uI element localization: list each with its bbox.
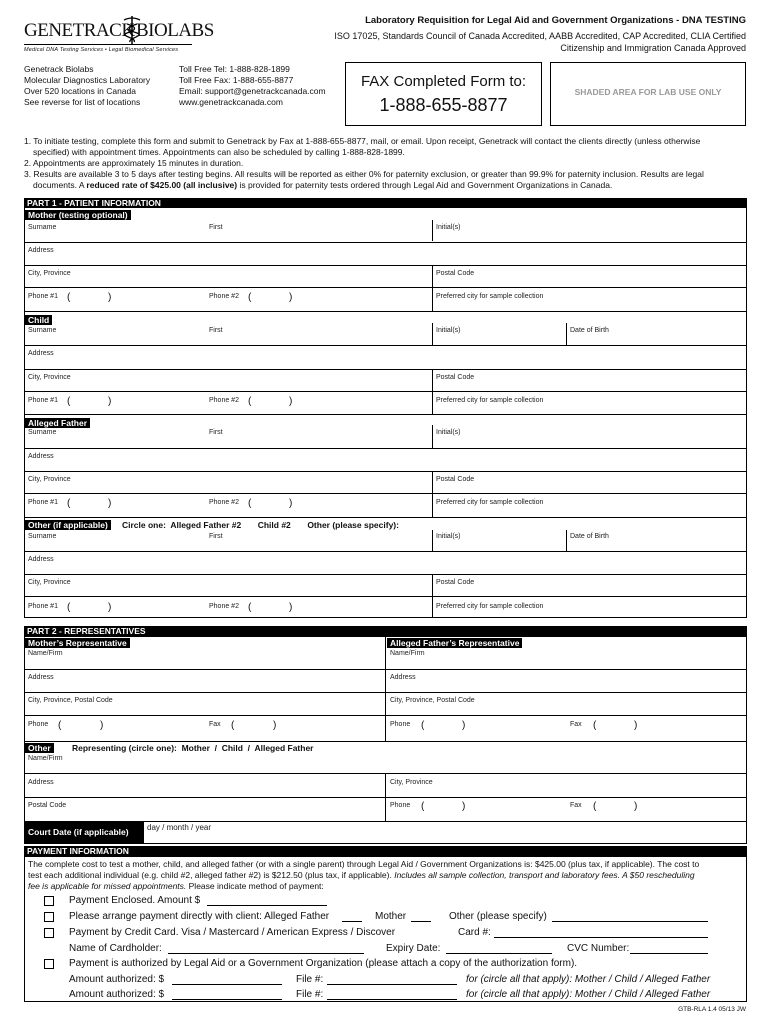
paren-open: ( — [231, 720, 235, 731]
father-rep-phone-label: Phone — [390, 721, 411, 728]
other-rep-tag: Other — [25, 743, 54, 753]
company-line: Over 520 locations in Canada — [24, 86, 136, 96]
part2-title: PART 2 - REPRESENTATIVES — [24, 626, 747, 637]
file-1-label: File #: — [296, 974, 324, 985]
divider — [432, 493, 433, 517]
amount-enclosed-input[interactable] — [207, 905, 327, 906]
divider — [24, 414, 747, 415]
child-phone1-label: Phone #1 — [28, 397, 58, 404]
contact-tel: Toll Free Tel: 1-888-828-1899 — [179, 64, 290, 74]
divider — [432, 425, 433, 448]
divider — [432, 287, 433, 311]
arrange-mother-blank[interactable] — [411, 921, 431, 922]
paren-close: ) — [108, 292, 112, 303]
other-phone1-label: Phone #1 — [28, 603, 58, 610]
father-initials-label: Initial(s) — [436, 429, 461, 436]
divider — [432, 391, 433, 414]
payment-desc-1: The complete cost to test a mother, child, and alleged father (or with a single parent) through Legal Aid / Government Organizations is: $425.00 (plus tax, if applicable). The cost to — [28, 859, 700, 869]
arrange-other-label: Other (please specify) — [449, 911, 547, 922]
tagline: Medical DNA Testing Services • Legal Biomedical Services — [24, 47, 179, 53]
instruction-1: 1. To initiate testing, complete this form and submit to Genetrack by Fax at 1-888-655-8877, mail, or email. Upon receipt, Genetrack will contact the clients directly (unless otherwise — [24, 136, 701, 146]
divider — [24, 242, 747, 243]
mother-rep-address-label: Address — [28, 674, 54, 681]
arrange-other-input[interactable] — [552, 921, 708, 922]
paren-open: ( — [593, 801, 597, 812]
child-phone2-label: Phone #2 — [209, 397, 239, 404]
other-preferred-city-label: Preferred city for sample collection — [436, 603, 544, 610]
divider — [432, 323, 433, 345]
paren-close: ) — [289, 396, 293, 407]
divider — [24, 692, 747, 693]
paren-open: ( — [248, 396, 252, 407]
divider — [432, 369, 433, 391]
mother-first-label: First — [209, 224, 223, 231]
logo — [24, 14, 214, 48]
company-line: Genetrack Biolabs — [24, 64, 94, 74]
other-first-label: First — [209, 533, 223, 540]
cardholder-input[interactable] — [168, 953, 364, 954]
divider — [24, 391, 747, 392]
paren-close: ) — [108, 396, 112, 407]
divider — [24, 493, 747, 494]
father-phone2-label: Phone #2 — [209, 499, 239, 506]
arrange-mother-label: Mother — [375, 911, 407, 922]
child-postal-label: Postal Code — [436, 374, 475, 381]
payment-enclosed-label: Payment Enclosed. Amount $ — [69, 895, 201, 906]
court-date-tag: Court Date (if applicable) — [24, 821, 144, 844]
arrange-father-blank[interactable] — [342, 921, 362, 922]
divider — [432, 265, 433, 287]
mother-phone2-label: Phone #2 — [209, 293, 239, 300]
paren-close: ) — [100, 720, 104, 731]
court-date-format: day / month / year — [147, 823, 212, 832]
mother-address-label: Address — [28, 247, 54, 254]
child-surname-label: Surname — [28, 327, 57, 334]
expiry-input[interactable] — [446, 953, 552, 954]
instruction-2: 2. Appointments are approximately 15 minutes in duration. — [24, 158, 244, 168]
fax-box — [345, 62, 542, 126]
paren-open: ( — [248, 292, 252, 303]
amount-authorized-2-input[interactable] — [172, 999, 282, 1000]
checkbox-credit-card[interactable] — [44, 928, 54, 938]
other-rep-city-label: City, Province — [390, 779, 433, 786]
accreditation-line-1: ISO 17025, Standards Council of Canada Accredited, AABB Accredited, CAP Accredited, CLIA Certified — [334, 31, 746, 41]
paren-close: ) — [273, 720, 277, 731]
paren-close: ) — [462, 720, 466, 731]
paren-open: ( — [67, 602, 71, 613]
divider — [566, 530, 567, 551]
paren-close: ) — [634, 720, 638, 731]
other-rep-address-label: Address — [28, 779, 54, 786]
mother-initials-label: Initial(s) — [436, 224, 461, 231]
checkbox-legal-aid[interactable] — [44, 959, 54, 969]
other-rep-name-label: Name/Firm — [28, 755, 63, 762]
child-initials-label: Initial(s) — [436, 327, 461, 334]
company-line: See reverse for list of locations — [24, 97, 141, 107]
other-surname-label: Surname — [28, 533, 57, 540]
child-tag: Child — [25, 315, 52, 325]
checkbox-payment-enclosed[interactable] — [44, 896, 54, 906]
credit-card-label: Payment by Credit Card. Visa / Mastercard / American Express / Discover — [69, 927, 396, 938]
logo-genetrack: GENETRACK — [24, 20, 135, 41]
father-first-label: First — [209, 429, 223, 436]
form-title: Laboratory Requisition for Legal Aid and Government Organizations - DNA TESTING — [365, 15, 746, 26]
mother-rep-phone-label: Phone — [28, 721, 49, 728]
paren-open: ( — [67, 396, 71, 407]
payment-desc-3: fee is applicable for missed appointments. Please indicate method of payment: — [28, 881, 324, 891]
contact-fax: Toll Free Fax: 1-888-655-8877 — [179, 75, 294, 85]
for-2-label: for (circle all that apply): Mother / Child / Alleged Father — [466, 989, 711, 1000]
other-address-label: Address — [28, 556, 54, 563]
divider — [432, 530, 433, 551]
other-rep-postal-label: Postal Code — [28, 802, 67, 809]
divider — [24, 369, 747, 370]
mother-phone1-label: Phone #1 — [28, 293, 58, 300]
divider — [24, 741, 747, 742]
divider — [432, 220, 433, 241]
child-first-label: First — [209, 327, 223, 334]
for-1-label: for (circle all that apply): Mother / Child / Alleged Father — [466, 974, 711, 985]
other-circle-one: Circle one: Alleged Father #2 Child #2 Other (please specify): — [122, 520, 399, 530]
amount-authorized-1-input[interactable] — [172, 984, 282, 985]
card-number-label: Card #: — [458, 927, 491, 938]
paren-open: ( — [248, 602, 252, 613]
paren-open: ( — [593, 720, 597, 731]
divider — [24, 265, 747, 266]
legal-aid-label: Payment is authorized by Legal Aid or a Government Organization (please attach a copy of the authorization form). — [69, 958, 578, 969]
father-preferred-city-label: Preferred city for sample collection — [436, 499, 544, 506]
mother-rep-tag: Mother’s Representative — [25, 638, 130, 648]
divider — [24, 345, 747, 346]
divider — [24, 471, 747, 472]
father-rep-name-label: Name/Firm — [390, 650, 425, 657]
divider — [385, 637, 386, 741]
divider — [24, 551, 747, 552]
paren-open: ( — [67, 498, 71, 509]
payment-title: PAYMENT INFORMATION — [24, 846, 747, 857]
child-preferred-city-label: Preferred city for sample collection — [436, 397, 544, 404]
instruction-3-cont: documents. A reduced rate of $425.00 (all inclusive) is provided for paternity tests ordered through Legal Aid and Government Organizations in Canada. — [33, 180, 613, 190]
fax-number: 1-888-655-8877 — [379, 95, 508, 115]
part1-frame — [24, 198, 747, 618]
other-rep-fax-label: Fax — [570, 802, 582, 809]
company-line: Molecular Diagnostics Laboratory — [24, 75, 151, 85]
paren-open: ( — [58, 720, 62, 731]
divider — [432, 471, 433, 493]
father-rep-address-label: Address — [390, 674, 416, 681]
paren-close: ) — [108, 498, 112, 509]
divider — [24, 311, 747, 312]
child-dob-label: Date of Birth — [570, 327, 609, 334]
cvc-label: CVC Number: — [567, 943, 630, 954]
father-rep-city-label: City, Province, Postal Code — [390, 697, 475, 704]
amount-authorized-2-label: Amount authorized: $ — [69, 989, 165, 1000]
father-postal-label: Postal Code — [436, 476, 475, 483]
arrange-label: Please arrange payment directly with client: Alleged Father — [69, 911, 330, 922]
file-2-input[interactable] — [327, 999, 457, 1000]
paren-close: ) — [634, 801, 638, 812]
paren-close: ) — [289, 498, 293, 509]
father-tag: Alleged Father — [25, 418, 90, 428]
mother-rep-name-label: Name/Firm — [28, 650, 63, 657]
divider — [24, 574, 747, 575]
card-number-input[interactable] — [494, 937, 708, 938]
contact-web: www.genetrackcanada.com — [179, 97, 283, 107]
cardholder-label: Name of Cardholder: — [69, 943, 162, 954]
divider — [24, 517, 747, 518]
paren-open: ( — [67, 292, 71, 303]
checkbox-arrange-client[interactable] — [44, 912, 54, 922]
father-surname-label: Surname — [28, 429, 57, 436]
father-city-label: City, Province — [28, 476, 71, 483]
paren-close: ) — [462, 801, 466, 812]
instruction-3: 3. Results are available 3 to 5 days after testing begins. All results will be reported as either 0% for paternity exclusion, or greater than 99.9% for paternity inclusion. Results are legal — [24, 169, 704, 179]
divider — [24, 669, 747, 670]
father-phone1-label: Phone #1 — [28, 499, 58, 506]
divider — [24, 448, 747, 449]
mother-tag: Mother (testing optional) — [25, 210, 131, 220]
child-address-label: Address — [28, 350, 54, 357]
logo-rule — [24, 44, 192, 45]
divider — [432, 574, 433, 596]
other-phone2-label: Phone #2 — [209, 603, 239, 610]
divider — [24, 287, 747, 288]
other-postal-label: Postal Code — [436, 579, 475, 586]
company-info — [24, 64, 150, 108]
divider — [566, 323, 567, 345]
paren-close: ) — [108, 602, 112, 613]
logo-biolabs: BIOLABS — [136, 20, 214, 41]
divider — [24, 596, 747, 597]
lab-use-box — [550, 62, 746, 126]
other-tag: Other (if applicable) — [25, 520, 111, 530]
other-city-label: City, Province — [28, 579, 71, 586]
paren-open: ( — [421, 801, 425, 812]
paren-close: ) — [289, 292, 293, 303]
other-rep-phone-label: Phone — [390, 802, 411, 809]
fax-label: FAX Completed Form to: — [360, 73, 527, 90]
instruction-1-cont: specified) with appointment times. Appointments can also be scheduled by calling 1-888-828-1899. — [33, 147, 405, 157]
cvc-input[interactable] — [630, 953, 708, 954]
mother-surname-label: Surname — [28, 224, 57, 231]
mother-rep-city-label: City, Province, Postal Code — [28, 697, 113, 704]
file-1-input[interactable] — [327, 984, 457, 985]
paren-open: ( — [421, 720, 425, 731]
representing: Representing (circle one): Mother / Child / Alleged Father — [72, 743, 314, 753]
other-dob-label: Date of Birth — [570, 533, 609, 540]
expiry-label: Expiry Date: — [386, 943, 441, 954]
mother-postal-label: Postal Code — [436, 270, 475, 277]
form-code: GTB-RLA 1.4 05/13 JW — [678, 1006, 746, 1013]
mother-preferred-city-label: Preferred city for sample collection — [436, 293, 544, 300]
lab-use-label: SHADED AREA FOR LAB USE ONLY — [574, 87, 722, 97]
mother-rep-fax-label: Fax — [209, 721, 221, 728]
divider — [24, 797, 747, 798]
father-rep-tag: Alleged Father’s Representative — [387, 638, 522, 648]
father-address-label: Address — [28, 453, 54, 460]
child-city-label: City, Province — [28, 374, 71, 381]
paren-open: ( — [248, 498, 252, 509]
father-rep-fax-label: Fax — [570, 721, 582, 728]
contact-email: Email: support@genetrackcanada.com — [179, 86, 326, 96]
divider — [24, 715, 747, 716]
mother-city-label: City, Province — [28, 270, 71, 277]
payment-desc-2: test each additional individual (e.g. child #2, alleged father #2) is $212.50 (plus tax, if applicable). Includes all sample collection, transport and laboratory fees. A $50 rescheduling — [28, 870, 695, 880]
amount-authorized-1-label: Amount authorized: $ — [69, 974, 165, 985]
paren-close: ) — [289, 602, 293, 613]
accreditation-line-2: Citizenship and Immigration Canada Approved — [560, 43, 746, 53]
contact-info — [179, 64, 326, 108]
divider — [432, 596, 433, 618]
other-initials-label: Initial(s) — [436, 533, 461, 540]
part1-title: PART 1 - PATIENT INFORMATION — [24, 198, 747, 208]
file-2-label: File #: — [296, 989, 324, 1000]
instructions — [24, 136, 748, 191]
